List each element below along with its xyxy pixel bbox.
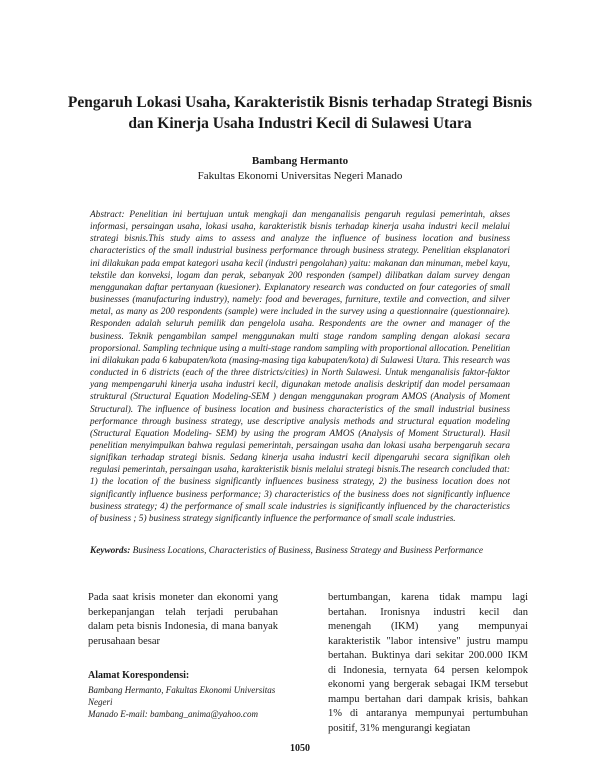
author-affiliation: Fakultas Ekonomi Universitas Negeri Manado [197,170,403,182]
correspondence-line-2: Manado E-mail: bambang_anima@yahoo.com [88,709,259,719]
title-line-1: Pengaruh Lokasi Usaha, Karakteristik Bisnis terhadap Strategi Bisnis [67,94,533,111]
page-number: 1050 [290,743,310,754]
abstract [90,209,510,525]
paper-title [60,92,540,134]
correspondence-line-1: Bambang Hermanto, Fakultas Ekonomi Universitas Negeri [88,685,276,707]
keywords [90,545,520,557]
body-column-left: Pada saat krisis moneter dan ekonomi yang berkepanjangan telah terjadi perubahan dalam peta bisnis Indonesia, di mana banyak perusahaan besar [88,592,278,647]
keywords-label: Keywords: [90,546,131,556]
body-column-right: bertumbangan, karena tidak mampu lagi bertahan. Ironisnya industri kecil dan menengah (IKM) yang mempunyai karakteristik "labor intensive" justru mampu bertahan. Buktinya dari sekitar 200.000 IKM di Indonesia, ternyata 64 persen kelompok ekonomi yang bergerak sebagai IKM tersebut mampu bertahan dari dampak krisis, bahkan 1% di antaranya mempunyai pertumbuhan positif, 31% mengurangi kegiatan [328,592,528,734]
title-line-2: dan Kinerja Usaha Industri Kecil di Sulawesi Utara [128,115,472,132]
keywords-text: Business Locations, Characteristics of Business, Business Strategy and Business Performance [132,546,484,556]
correspondence-details [88,684,298,720]
abstract-text: Penelitian ini bertujuan untuk mengkaji dan menganalisis pengaruh regulasi pemerintah, akses informasi, persaingan usaha, lokasi usaha, karakteristik bisnis terhadap kinerja usaha industri kecil melalui strategi bisnis.This study aims to assess and analyze the influence of business location and business characteristics of the small industrial business performance through business strategy. Penelitian eksplanatori ini dilakukan pada empat kategori usaha kecil (industri pengolahan) yaitu: makanan dan minuman, mebel kayu, tekstile dan konveksi, logam dan perak, sebanyak 200 responden (sampel) dilibatkan dalam survey dengan menggunakan daftar pertanyaan (kuesioner). Explanatory research was conducted on four categories of small businesses (manufacturing industry), namely: food and beverages, furniture, textile and convection, and silver metal, as many as 200 respondents (sample) were included in the survey using a questionnaire (questionnaire). Responden adalah seluruh pemilik dan pengelola usaha. Respondents are the owner and manager of the business. Teknik pengambilan sampel menggunakan multi stage random sampling dengan alokasi secara proporsional. Sampling technique using a multi-stage random sampling with proportional allocation. Penelitian ini dilakukan pada 6 kabupaten/kota (masing-masing tiga kabupaten/kota) di Sulawesi Utara. This research was conducted in 6 districts (each of the three districts/cities) in North Sulawesi. Untuk menganalisis faktor-faktor yang mempengaruhi kinerja usaha industri kecil, digunakan metode analisis deskriptif dan model persamaan struktural (Structural Equation Modeling-SEM ) dengan menggunakan program AMOS (Analysis of Moment Structural). The influence of business location and business characteristics of the small industrial business performance through business strategy, use descriptive analysis methods and structural equation modeling (Structural Equation Modeling- SEM) by using the program AMOS (Analysis of Moment Structural). Hasil penelitian menyimpulkan bahwa regulasi pemerintah, persaingan usaha dan lokasi usaha berpengaruh secara signifikan terhadap strategi bisnis. Sedang kinerja usaha industri kecil dipengaruhi secara signifikan oleh regulasi pemerintah, persaingan usaha, karakteristik bisnis melalui strategi bisnis.The research concluded that: 1) the location of the business significantly influences business strategy, 2) the business location does not significantly influence business performance; 3) characteristics of the business does not significantly influence business strategy; 4) the performance of small scale industries is significantly influenced by the characteristics of business ; 5) business strategy significantly influence the performance of small scale industries. [90,210,510,524]
correspondence-heading: Alamat Korespondensi: [88,670,190,681]
abstract-label: Abstract: [90,210,125,220]
author-name: Bambang Hermanto [251,155,349,167]
